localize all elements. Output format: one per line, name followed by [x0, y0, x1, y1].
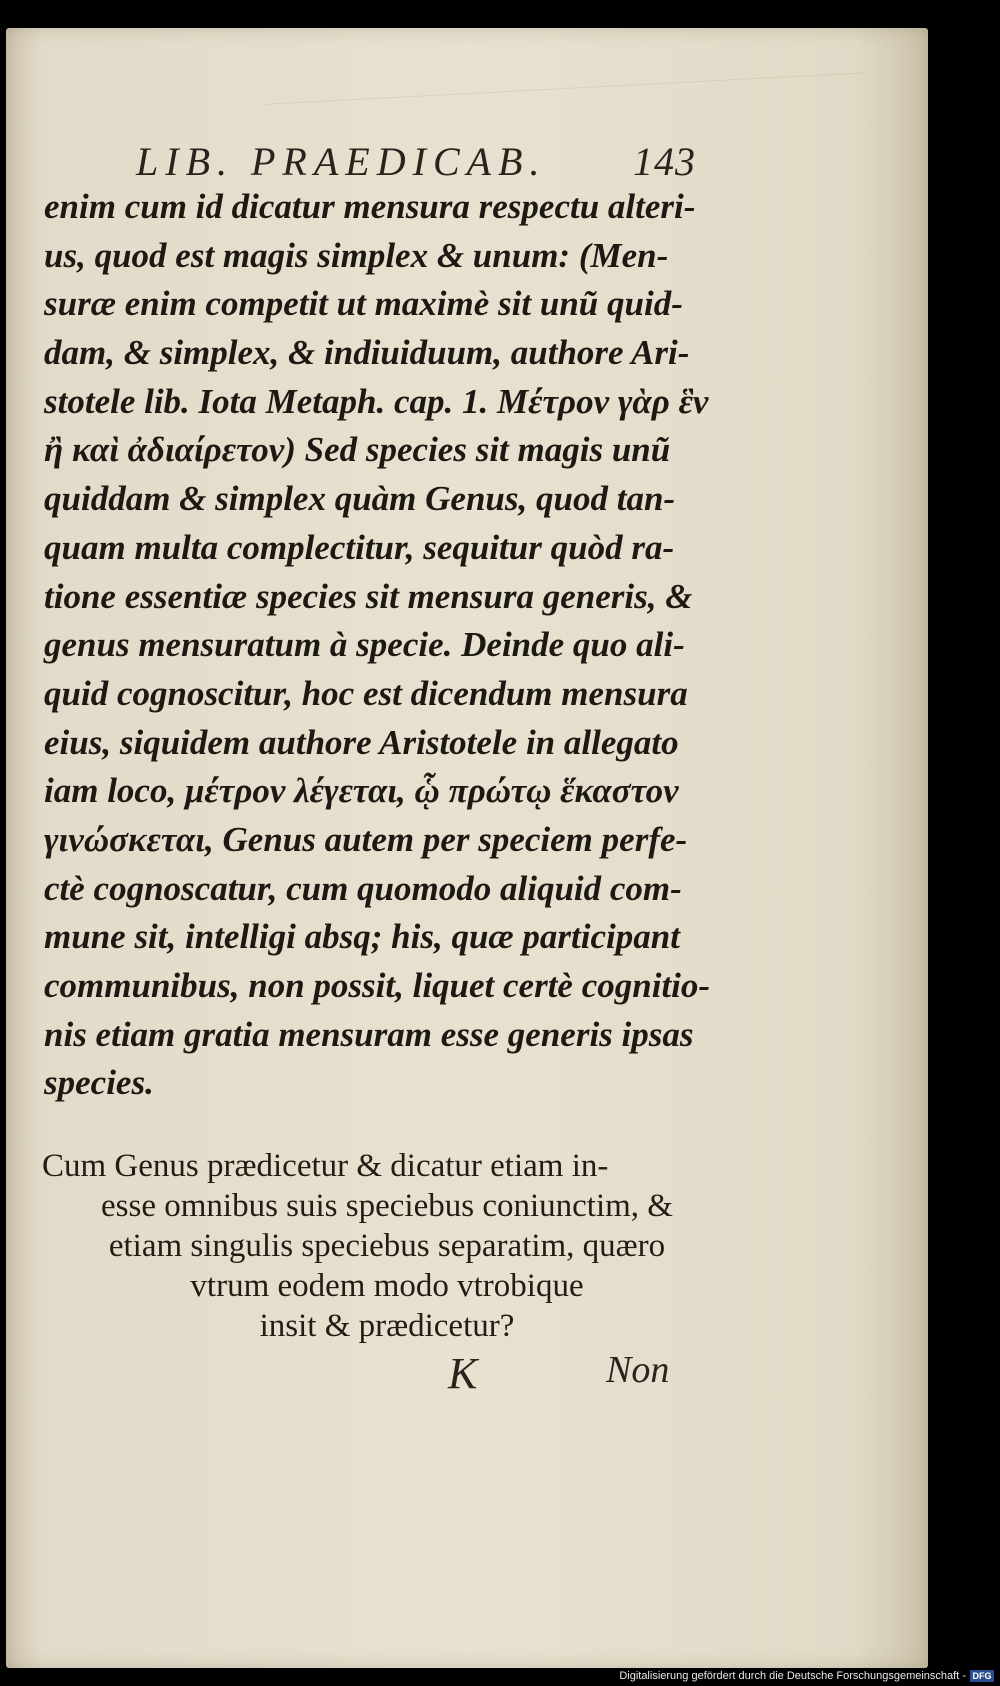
signature-mark: K — [448, 1349, 478, 1398]
text-line: suræ enim competit ut maximè sit unũ quid- — [44, 284, 683, 324]
heading-line: insit & prædicetur? — [259, 1308, 515, 1344]
running-header — [136, 138, 736, 188]
heading-line: etiam singulis speciebus separatim, quæro — [108, 1228, 666, 1264]
dfg-logo: DFG — [970, 1670, 994, 1682]
text-line: mune sit, intelligi absq; his, quæ participant — [44, 917, 680, 957]
text-line: species. — [44, 1063, 154, 1103]
heading-line: Cum Genus prædicetur & dicatur etiam in- — [42, 1148, 609, 1184]
text-line: quiddam & simplex quàm Genus, quod tan- — [44, 479, 676, 519]
text-line: genus mensuratum à specie. Deinde quo ali- — [44, 625, 685, 665]
heading-line: esse omnibus suis speciebus coniunctim, & — [101, 1188, 673, 1224]
text-line: ctè cognoscatur, cum quomodo aliquid com- — [44, 868, 682, 908]
funding-credit: Digitalisierung gefördert durch die Deutsche Forschungsgemeinschaft - — [619, 1670, 966, 1682]
text-line: stotele lib. Iota Metaph. cap. 1. Μέτρον γὰρ ἓν — [44, 381, 709, 421]
page-footer-marks — [436, 1348, 736, 1408]
text-line: iam loco, μέτρον λέγεται, ᾧ πρώτῳ ἕκαστον — [44, 771, 679, 811]
text-line: dam, & simplex, & indiuiduum, authore Ari- — [44, 333, 690, 373]
text-line: quid cognoscitur, hoc est dicendum mensura — [44, 673, 688, 713]
text-line: ἢ καὶ ἀδιαίρετον) Sed species sit magis unũ — [44, 430, 671, 470]
text-line: us, quod est magis simplex & unum: (Men- — [44, 235, 669, 275]
running-title: LIB. PRAEDICAB. — [136, 139, 547, 184]
page-number: 143 — [633, 139, 696, 184]
text-line: nis etiam gratia mensuram esse generis ipsas — [44, 1014, 694, 1054]
text-line: quam multa complectitur, sequitur quòd ra- — [44, 527, 675, 567]
text-line: tione essentiæ species sit mensura generis, & — [44, 576, 693, 616]
catchword: Non — [606, 1349, 670, 1391]
text-line: γινώσκεται, Genus autem per speciem perfe- — [44, 819, 688, 859]
text-line: eius, siquidem authore Aristotele in allegato — [44, 722, 679, 762]
text-line: enim cum id dicatur mensura respectu alteri- — [44, 187, 696, 226]
book-page — [6, 28, 928, 1668]
body-text — [44, 183, 734, 1108]
heading-line: vtrum eodem modo vtrobique — [190, 1268, 584, 1304]
text-line: communibus, non possit, liquet certè cognitio- — [44, 966, 711, 1005]
question-heading — [42, 1146, 732, 1346]
